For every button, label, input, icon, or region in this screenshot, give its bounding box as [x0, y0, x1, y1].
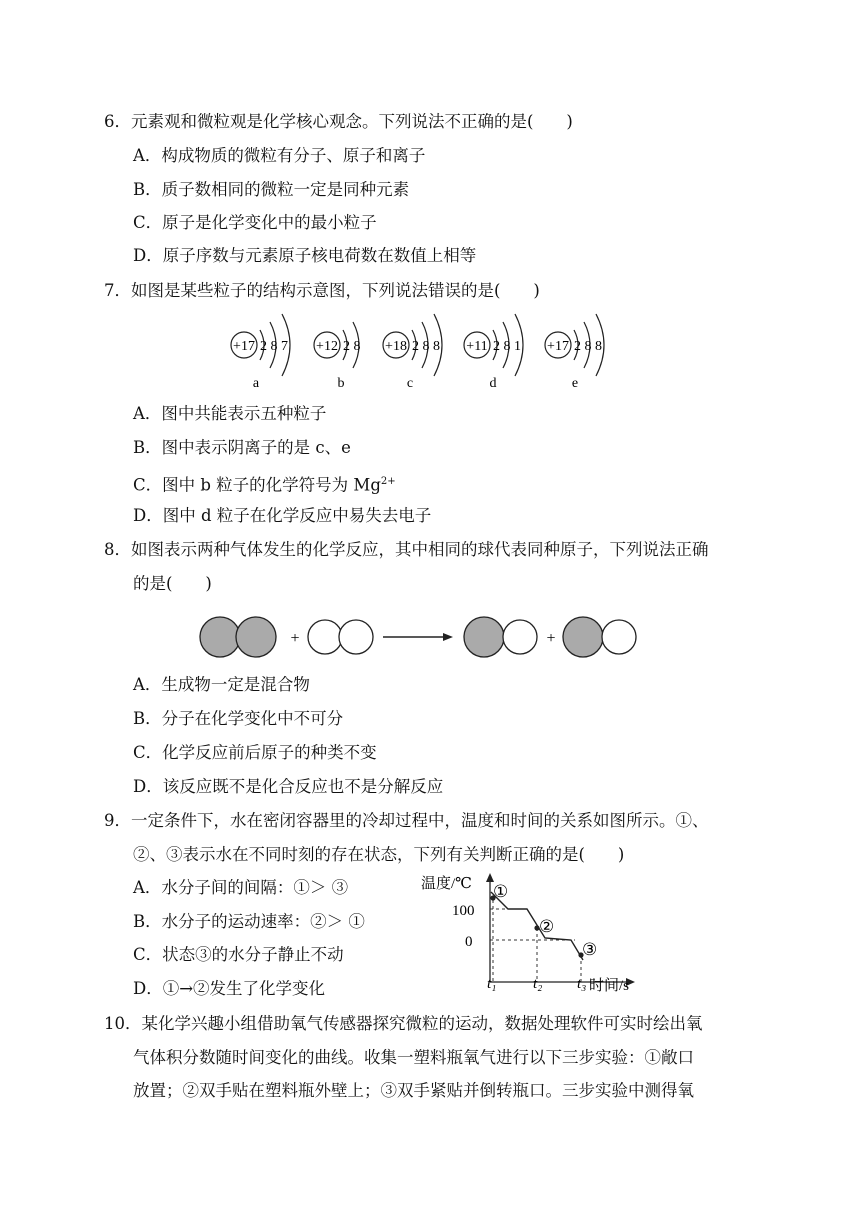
q6-option-c: C．原子是化学变化中的最小粒子: [133, 213, 377, 232]
particle-e-nucleus: +17: [547, 339, 569, 354]
axes: [486, 873, 635, 986]
ytick-100: 100: [452, 903, 475, 919]
particle-d-nucleus: +11: [466, 339, 488, 354]
particle-c: [383, 314, 442, 391]
xtick-t3: t₃: [577, 976, 587, 992]
q7-option-d: D．图中 d 粒子在化学反应中易失去电子: [133, 506, 432, 525]
q8-option-b: B．分子在化学变化中不可分: [133, 709, 344, 728]
reactant-gray-molecule: [200, 617, 276, 657]
cooling-curve-graph: [415, 870, 645, 1000]
particle-a: [231, 314, 290, 391]
q7-option-b: B．图中表示阴离子的是 c、e: [133, 438, 351, 457]
q7-option-c-superscript: 2+: [380, 476, 396, 487]
particle-b: [314, 322, 361, 391]
particle-b-nucleus: +12: [316, 339, 338, 354]
q8-option-d: D．该反应既不是化合反应也不是分解反应: [133, 777, 444, 796]
q7-stem: 7．如图是某些粒子的结构示意图，下列说法错误的是( ): [104, 281, 540, 300]
q7-option-c: [133, 472, 396, 496]
particle-e-electrons: 2 8 8: [574, 339, 602, 354]
particle-c-electrons: 2 8 8: [412, 339, 440, 354]
marker-3: ③: [582, 940, 598, 959]
particle-b-label: b: [337, 376, 345, 391]
particle-d-electrons: 2 8 1: [493, 339, 521, 354]
particle-c-nucleus: +18: [385, 339, 407, 354]
particle-b-electrons: 2 8: [343, 339, 361, 354]
q10-line1: 10．某化学兴趣小组借助氧气传感器探究微粒的运动，数据处理软件可实时绘出氧: [104, 1014, 703, 1033]
q9-option-b: B．水分子的运动速率：②＞ ①: [133, 912, 365, 931]
xtick-t1: t₁: [487, 976, 497, 992]
q7-option-a: A．图中共能表示五种粒子: [133, 404, 327, 423]
q8-stem-line2: 的是( ): [133, 574, 212, 593]
q9-stem-line2: ②、③表示水在不同时刻的存在状态，下列有关判断正确的是( ): [133, 845, 625, 864]
reactant-white-molecule: [308, 620, 373, 654]
guide-lines: [490, 900, 581, 982]
q9-stem-line1: 9．一定条件下，水在密闭容器里的冷却过程中，温度和时间的关系如图所示。①、: [104, 811, 709, 830]
particle-a-label: a: [252, 376, 260, 391]
q10-line2: 气体积分数随时间变化的曲线。收集一塑料瓶氧气进行以下三步实验：①敞口: [133, 1048, 694, 1067]
q9-option-d: D．①→②发生了化学变化: [133, 979, 326, 998]
q10-line3: 放置；②双手贴在塑料瓶外壁上；③双手紧贴并倒转瓶口。三步实验中测得氧: [133, 1081, 694, 1100]
ytick-0: 0: [465, 934, 473, 950]
particle-e-label: e: [571, 376, 579, 391]
particle-d-label: d: [489, 376, 497, 391]
particle-d: [464, 314, 523, 391]
q8-option-a: A．生成物一定是混合物: [133, 675, 310, 694]
plus-sign-2: +: [546, 630, 556, 647]
particle-a-nucleus: +17: [233, 339, 255, 354]
marker-1: ①: [493, 882, 509, 901]
particle-e: [545, 314, 604, 391]
product-molecule-2: [563, 617, 636, 657]
graph-ylabel: 温度/℃: [421, 876, 472, 892]
plus-sign-1: +: [290, 630, 300, 647]
reaction-diagram: [195, 612, 655, 662]
q8-option-c: C．化学反应前后原子的种类不变: [133, 743, 377, 762]
reaction-arrow: [383, 633, 453, 641]
q9-option-a: A．水分子间的间隔：①＞ ③: [133, 878, 349, 897]
atomic-structure-diagram: [220, 308, 640, 393]
graph-xlabel: 时间/s: [589, 978, 630, 994]
q7-option-c-text: C．图中 b 粒子的化学符号为 Mg: [133, 475, 381, 495]
q6-option-a: A．构成物质的微粒有分子、原子和离子: [133, 146, 426, 165]
product-molecule-1: [464, 617, 537, 657]
q8-stem-line1: 8．如图表示两种气体发生的化学反应，其中相同的球代表同种原子，下列说法正确: [104, 540, 709, 559]
particle-c-label: c: [406, 376, 414, 391]
marker-2: ②: [539, 917, 555, 936]
xtick-t2: t₂: [533, 976, 543, 992]
q9-option-c: C．状态③的水分子静止不动: [133, 945, 344, 964]
q6-option-d: D．原子序数与元素原子核电荷数在数值上相等: [133, 246, 477, 265]
particle-a-electrons: 2 8 7: [260, 339, 288, 354]
q6-stem: 6．元素观和微粒观是化学核心观念。下列说法不正确的是( ): [104, 112, 573, 131]
q6-option-b: B．质子数相同的微粒一定是同种元素: [133, 180, 410, 199]
